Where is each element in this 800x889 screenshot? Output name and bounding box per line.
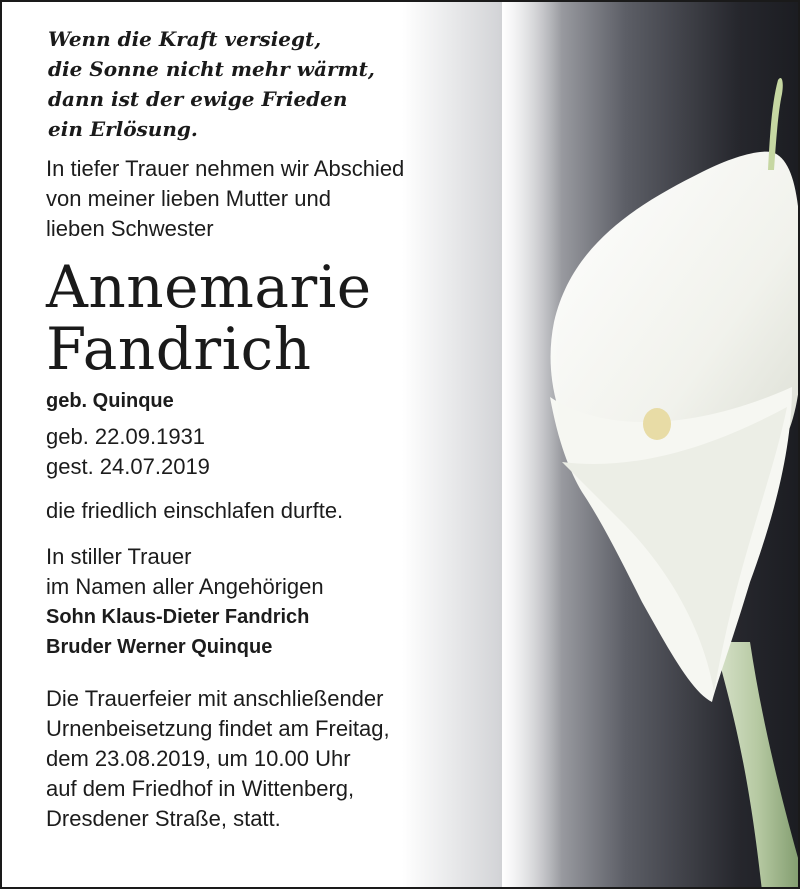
mourners-line: im Namen aller Angehörigen xyxy=(46,574,324,599)
quote-line: Wenn die Kraft versiegt, xyxy=(48,27,322,51)
intro-line: von meiner lieben Mutter und xyxy=(46,186,331,211)
deceased-last-name: Fandrich xyxy=(46,315,312,383)
mourner-son: Sohn Klaus-Dieter Fandrich xyxy=(46,606,310,628)
intro-line: lieben Schwester xyxy=(46,216,214,241)
funeral-line: Urnenbeisetzung findet am Freitag, xyxy=(46,716,390,741)
quote-line: die Sonne nicht mehr wärmt, xyxy=(48,57,375,81)
intro-text xyxy=(46,154,566,244)
funeral-line: Die Trauerfeier mit anschließender xyxy=(46,686,384,711)
quote-line: ein Erlösung. xyxy=(48,117,198,141)
deceased-first-name: Annemarie xyxy=(46,253,372,321)
death-date: gest. 24.07.2019 xyxy=(46,454,210,479)
lily-spadix xyxy=(643,408,671,440)
passing-text: die friedlich einschlafen durfte. xyxy=(46,498,344,523)
mourners-line: In stiller Trauer xyxy=(46,544,192,569)
funeral-line: dem 23.08.2019, um 10.00 Uhr xyxy=(46,746,351,771)
quote-line: dann ist der ewige Frieden xyxy=(48,87,348,111)
notice-text xyxy=(46,24,566,834)
funeral-details xyxy=(46,684,566,834)
funeral-line: auf dem Friedhof in Wittenberg, xyxy=(46,776,355,801)
deceased-name xyxy=(46,253,566,383)
birth-date: geb. 22.09.1931 xyxy=(46,424,206,449)
memorial-quote xyxy=(48,24,566,144)
mourners xyxy=(46,542,566,662)
maiden-name: geb. Quinque xyxy=(46,390,174,412)
intro-line: In tiefer Trauer nehmen wir Abschied xyxy=(46,156,405,181)
life-dates xyxy=(46,422,566,482)
funeral-line: Dresdener Straße, statt. xyxy=(46,806,281,831)
mourner-brother: Bruder Werner Quinque xyxy=(46,636,273,658)
